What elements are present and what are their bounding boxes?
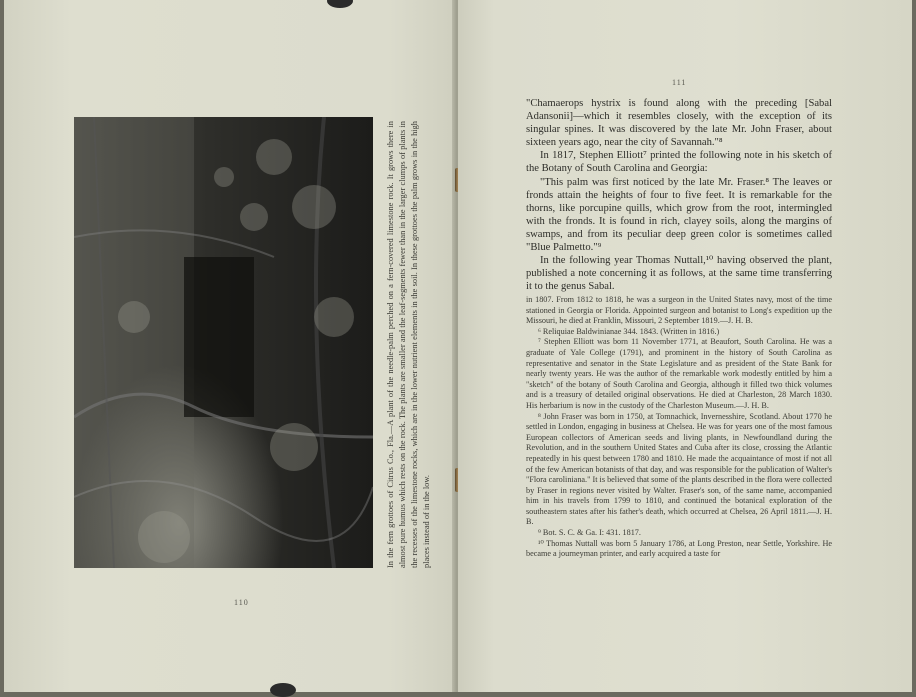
- photo-caption: In the fern grottoes of Citrus Co., Fla.—A plant of the needle-palm perched on a fern-covered limestone rock. It grows there in almost pure humus which rests on the rock. The plants are smaller and the leaf-segments fewer than in the larger clumps of plants in the recesses of the limestone rocks, which are in the lower nutrient elements in the soil. In these grottoes the palm grows in the high places instead of in the low.: [386, 121, 431, 568]
- body-quote: "This palm was first noticed by the late Mr. Fraser.⁸ The leaves or fronds attain the heights of four to five feet. It is remarkable for the thorns, like porcupine quills, which grow from the root, intermingled with the fronds. It is found in rich, clayey soils, along the margins of swamps, and from its peculiar deep green color is sometimes called "Blue Palmetto."⁹: [526, 176, 832, 254]
- body-paragraph-2: In 1817, Stephen Elliott⁷ printed the following note in his sketch of the Botany of South Carolina and Georgia:: [526, 150, 832, 175]
- palm-photograph: [74, 117, 373, 568]
- footnotes: [526, 295, 832, 560]
- footnote-9: ⁹ Bot. S. C. & Ga. I: 431. 1817.: [538, 528, 641, 538]
- body-paragraph-1: "Chamaerops hystrix is found along with the preceding [Sabal Adansonii]—which it resembles closely, with the exception of its singular spines. It was discovered by the late Mr. John Fraser, about sixteen years ago, near the city of Savannah."⁸: [526, 98, 832, 149]
- body-text: [526, 97, 832, 293]
- footnote-10: ¹⁰ Thomas Nuttall was born 5 January 1786, at Long Preston, near Settle, Yorkshire. He became a journeyman printer, and early acquired a taste for: [526, 538, 832, 559]
- body-paragraph-3: In the following year Thomas Nuttall,¹⁰ having observed the plant, published a note concerning it as follows, at the same time transferring it to the genus Sabal.: [526, 255, 832, 293]
- page-number-left: 110: [234, 598, 249, 607]
- binding-hole-bottom: [270, 683, 296, 697]
- footnote-8: ⁸ John Fraser was born in 1750, at Tomnachick, Invernesshire, Scotland. About 1770 he settled in London, engaging in business at Chelsea. He was for years one of the most famous European collectors of American seeds and living plants, in Newfoundland during the Revolution, and in the southern United States and Cuba after its close, crossing the Atlantic repeatedly in his quest between 1780 and 1810. He made the acquaintance of most if not all of the few American botanists of that day, and was responsible for the publication of Walter's "Flora caroliniana." It is believed that some of the plants described in the flora were collected by Fraser in regions never visited by Walter. Fraser's son, of the same name, accompanied him in his travels from 1799 to 1810, and continued the botanical exploration of the southeastern states after his father's death, which occurred at Chelsea, 26 April 1811.—J. H. B.: [526, 411, 832, 527]
- footnote-7: ⁷ Stephen Elliott was born 11 November 1771, at Beaufort, South Carolina. He was a graduate of Yale College (1791), and prominent in the history of South Carolina as representative and senator in the State Legislature and as president of the State Bank for nearly twenty years. He was the author of the remarkable work modestly entitled by him a "sketch" of the botany of South Carolina and Georgia, although it filled two thick volumes and is a treasury of detailed original observations. He died at Charleston, 28 March 1830. His herbarium is now in the custody of the Charleston Museum.—J. H. B.: [526, 337, 832, 410]
- page-number-right: 111: [672, 78, 687, 87]
- footnote-continuation: in 1807. From 1812 to 1818, he was a surgeon in the United States navy, most of the time stationed in Georgia or Florida. Appointed surgeon and botanist to Long's expedition up the Missouri, he died at Franklin, Missouri, 2 September 1819.—J. H. B.: [526, 295, 832, 326]
- footnote-6: ⁶ Reliquiae Baldwinianae 344. 1843. (Written in 1816.): [538, 326, 720, 336]
- left-page: [4, 0, 456, 692]
